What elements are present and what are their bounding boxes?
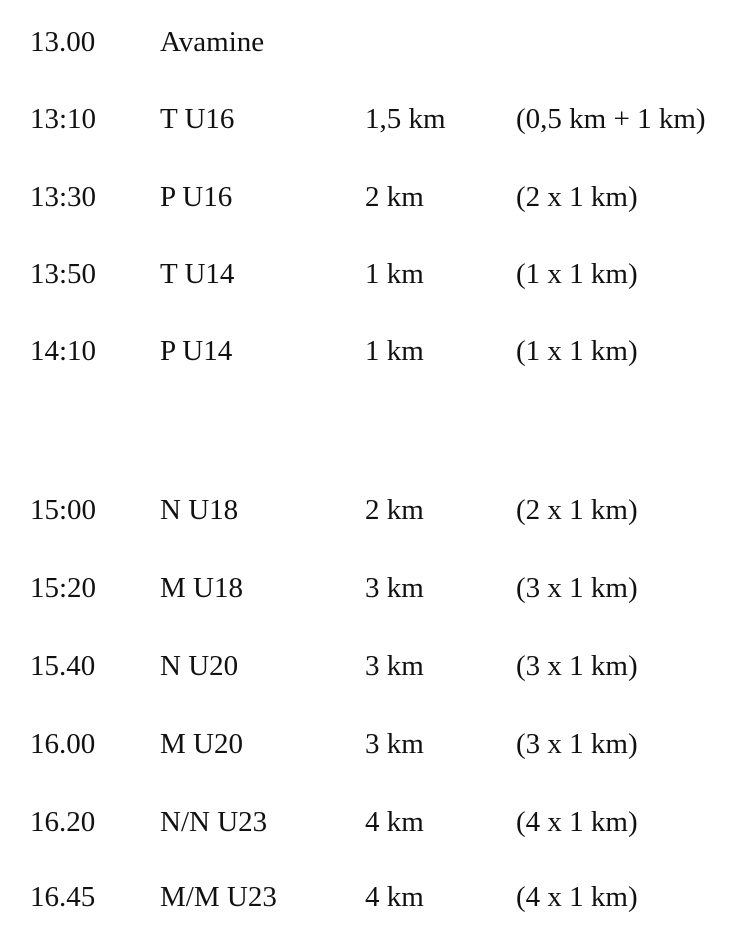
start-time: 16.45 [30, 881, 96, 913]
schedule-row [0, 260, 742, 300]
race-distance: 3 km [365, 728, 424, 760]
schedule-row [0, 496, 742, 536]
event-name: N U20 [160, 650, 239, 682]
event-name: T U16 [160, 103, 235, 135]
lap-breakdown: (4 x 1 km) [516, 806, 638, 838]
race-distance: 2 km [365, 181, 424, 213]
schedule-row [0, 105, 742, 145]
start-time: 15.40 [30, 650, 96, 682]
event-name: M U18 [160, 572, 243, 604]
race-distance: 3 km [365, 572, 424, 604]
schedule-row [0, 652, 742, 692]
schedule-row [0, 883, 742, 923]
race-distance: 3 km [365, 650, 424, 682]
lap-breakdown: (3 x 1 km) [516, 650, 638, 682]
schedule-row [0, 574, 742, 614]
race-distance: 1 km [365, 258, 424, 290]
race-distance: 4 km [365, 881, 424, 913]
lap-breakdown: (2 x 1 km) [516, 494, 638, 526]
start-time: 16.00 [30, 728, 96, 760]
event-name: P U16 [160, 181, 233, 213]
start-time: 15:00 [30, 494, 97, 526]
schedule-row [0, 730, 742, 770]
lap-breakdown: (3 x 1 km) [516, 572, 638, 604]
lap-breakdown: (0,5 km + 1 km) [516, 103, 706, 135]
lap-breakdown: (4 x 1 km) [516, 881, 638, 913]
event-name: M U20 [160, 728, 243, 760]
start-time: 13:30 [30, 181, 97, 213]
start-time: 13:10 [30, 103, 97, 135]
lap-breakdown: (1 x 1 km) [516, 335, 638, 367]
schedule-row [0, 337, 742, 377]
schedule-row [0, 183, 742, 223]
event-name: M/M U23 [160, 881, 277, 913]
lap-breakdown: (2 x 1 km) [516, 181, 638, 213]
event-name: P U14 [160, 335, 233, 367]
start-time: 16.20 [30, 806, 96, 838]
event-name: N/N U23 [160, 806, 268, 838]
schedule-row [0, 808, 742, 848]
race-distance: 2 km [365, 494, 424, 526]
event-name: Avamine [160, 26, 265, 58]
race-distance: 1 km [365, 335, 424, 367]
start-time: 13.00 [30, 26, 96, 58]
schedule-row [0, 28, 742, 68]
race-distance: 4 km [365, 806, 424, 838]
event-name: N U18 [160, 494, 239, 526]
start-time: 13:50 [30, 258, 97, 290]
event-name: T U14 [160, 258, 235, 290]
start-time: 14:10 [30, 335, 97, 367]
race-distance: 1,5 km [365, 103, 446, 135]
lap-breakdown: (3 x 1 km) [516, 728, 638, 760]
start-time: 15:20 [30, 572, 97, 604]
lap-breakdown: (1 x 1 km) [516, 258, 638, 290]
